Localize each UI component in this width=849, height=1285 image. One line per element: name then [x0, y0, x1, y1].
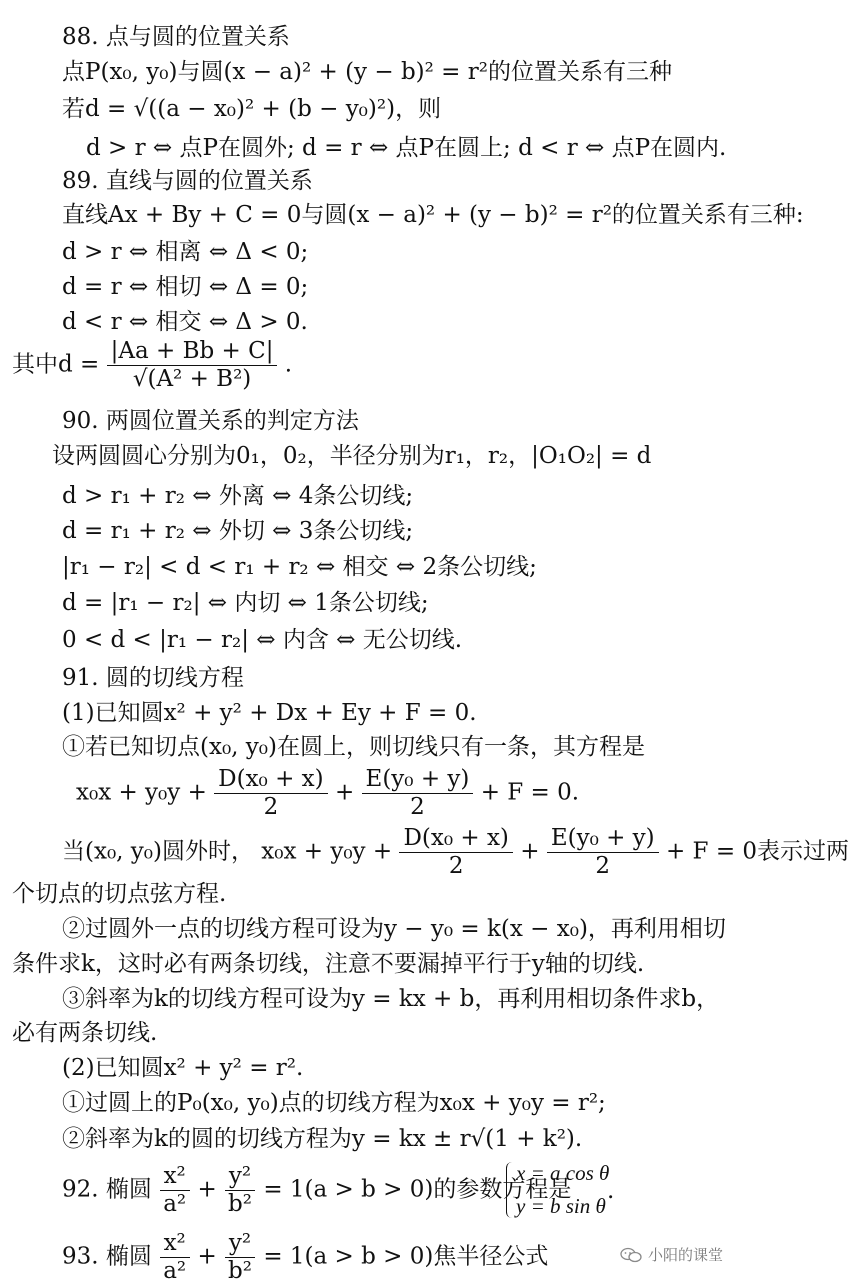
section-93-middle: = 1(a > b > 0)焦半径公式 [263, 1243, 549, 1270]
section-91-item-4: ①过圆上的P₀(x₀, y₀)点的切线方程为x₀x + y₀y = r²; [62, 1090, 606, 1116]
fraction-e [362, 768, 474, 819]
plus-sign: + [197, 1176, 217, 1203]
section-92-end: . [607, 1178, 615, 1204]
section-90-line-4: |r₁ − r₂| < d < r₁ + r₂ ⇔ 相交 ⇔ 2条公切线; [62, 554, 537, 580]
equation-part: 当(x₀, y₀)圆外时， x₀x + y₀y + [62, 838, 393, 865]
section-89-title: 89. 直线与圆的位置关系 [62, 168, 313, 194]
section-91-item-5: ②斜率为k的圆的切线方程为y = kx ± r√(1 + k²). [62, 1126, 583, 1152]
fraction-denominator: 2 [595, 853, 611, 879]
section-92-middle: = 1(a > b > 0)的参数方程是 [263, 1176, 572, 1203]
section-89-line-4: d < r ⇔ 相交 ⇔ Δ > 0. [62, 309, 308, 335]
section-88-line-3: d > r ⇔ 点P在圆外; d = r ⇔ 点P在圆上; d < r ⇔ 点P在圆内. [86, 135, 727, 161]
fraction-numerator: D(x₀ + x) [399, 827, 512, 853]
fraction-numerator: y² [225, 1165, 255, 1191]
wechat-icon [620, 1247, 642, 1263]
section-89-line-1: 直线Ax + By + C = 0与圆(x − a)² + (y − b)² = r²的位置关系有三种: [62, 202, 804, 228]
fraction-numerator: y² [225, 1232, 255, 1258]
section-92-prefix: 92. 椭圆 [62, 1176, 152, 1203]
section-90-title: 90. 两圆位置关系的判定方法 [62, 408, 359, 434]
section-88-title: 88. 点与圆的位置关系 [62, 24, 290, 50]
equation-part: x₀x + y₀y + [76, 779, 207, 806]
fraction-d [399, 827, 512, 878]
fraction-numerator: E(y₀ + y) [362, 768, 474, 794]
fraction-denominator: b² [228, 1258, 252, 1284]
section-91-chord-equation [62, 827, 849, 878]
section-90-line-1: 设两圆圆心分别为0₁，0₂，半径分别为r₁，r₂，|O₁O₂| = d [52, 443, 652, 469]
section-89-line-2: d > r ⇔ 相离 ⇔ Δ < 0; [62, 239, 309, 265]
section-88-line-1: 点P(x₀, y₀)与圆(x − a)² + (y − b)² = r²的位置关系有三种 [62, 59, 672, 85]
section-93-ellipse-focal [62, 1232, 548, 1283]
fraction-denominator: a² [163, 1191, 187, 1217]
fraction-denominator: b² [228, 1191, 252, 1217]
section-91-part-1: (1)已知圆x² + y² + Dx + Ey + F = 0. [62, 700, 477, 726]
section-90-line-3: d = r₁ + r₂ ⇔ 外切 ⇔ 3条公切线; [62, 518, 414, 544]
fraction-denominator: 2 [410, 794, 425, 820]
plus-sign: + [197, 1243, 217, 1270]
fraction-e [547, 827, 659, 878]
system-equation-2: y = b sin θ [516, 1194, 606, 1218]
equation-end: + F = 0表示过两 [665, 838, 849, 865]
section-91-item-3b: 必有两条切线. [12, 1020, 158, 1046]
section-91-item-3a: ③斜率为k的切线方程可设为y = kx + b，再利用相切条件求b， [62, 986, 720, 1012]
section-90-line-6: 0 < d < |r₁ − r₂| ⇔ 内含 ⇔ 无公切线. [62, 627, 463, 653]
section-88-line-2: 若d = √((a − x₀)² + (b − y₀)²)，则 [62, 96, 442, 122]
section-91-item-1: ①若已知切点(x₀, y₀)在圆上，则切线只有一条，其方程是 [62, 734, 645, 760]
section-91-part-2: (2)已知圆x² + y² = r². [62, 1055, 304, 1081]
section-93-prefix: 93. 椭圆 [62, 1243, 152, 1270]
system-equation-1: x = a cos θ [516, 1161, 610, 1185]
section-91-item-2a: ②过圆外一点的切线方程可设为y − y₀ = k(x − x₀)，再利用相切 [62, 916, 726, 942]
distance-fraction [107, 340, 278, 391]
fraction-numerator: |Aa + Bb + C| [107, 340, 278, 366]
fraction-x [159, 1165, 190, 1216]
section-90-line-2: d > r₁ + r₂ ⇔ 外离 ⇔ 4条公切线; [62, 483, 414, 509]
section-89-distance-formula [12, 340, 292, 391]
section-92-ellipse-parametric [62, 1165, 571, 1216]
section-91-tangent-equation [76, 768, 579, 819]
fraction-numerator: x² [160, 1232, 190, 1258]
system-brace [506, 1162, 513, 1218]
fraction-denominator: √(A² + B²) [132, 366, 252, 392]
fraction-numerator: E(y₀ + y) [547, 827, 659, 853]
formula-prefix: 其中d = [12, 351, 100, 378]
fraction-numerator: D(x₀ + x) [214, 768, 327, 794]
watermark [620, 1244, 723, 1265]
section-91-item-2b: 条件求k，这时必有两条切线，注意不要漏掉平行于y轴的切线. [12, 951, 645, 977]
fraction-denominator: 2 [448, 853, 464, 879]
plus-sign: + [520, 838, 540, 865]
section-89-line-3: d = r ⇔ 相切 ⇔ Δ = 0; [62, 274, 309, 300]
fraction-denominator: 2 [263, 794, 279, 820]
fraction-y [224, 1232, 256, 1283]
fraction-x [159, 1232, 190, 1283]
fraction-y [224, 1165, 256, 1216]
section-90-line-5: d = |r₁ − r₂| ⇔ 内切 ⇔ 1条公切线; [62, 590, 429, 616]
formula-suffix: . [284, 351, 293, 378]
fraction-numerator: x² [160, 1165, 190, 1191]
fraction-denominator: a² [163, 1258, 187, 1284]
fraction-d [214, 768, 327, 819]
equation-end: + F = 0. [480, 779, 580, 806]
watermark-text: 小阳的课堂 [647, 1246, 723, 1264]
section-91-title: 91. 圆的切线方程 [62, 665, 244, 691]
plus-sign: + [334, 779, 355, 806]
section-91-chord-text: 个切点的切点弦方程. [12, 881, 227, 907]
